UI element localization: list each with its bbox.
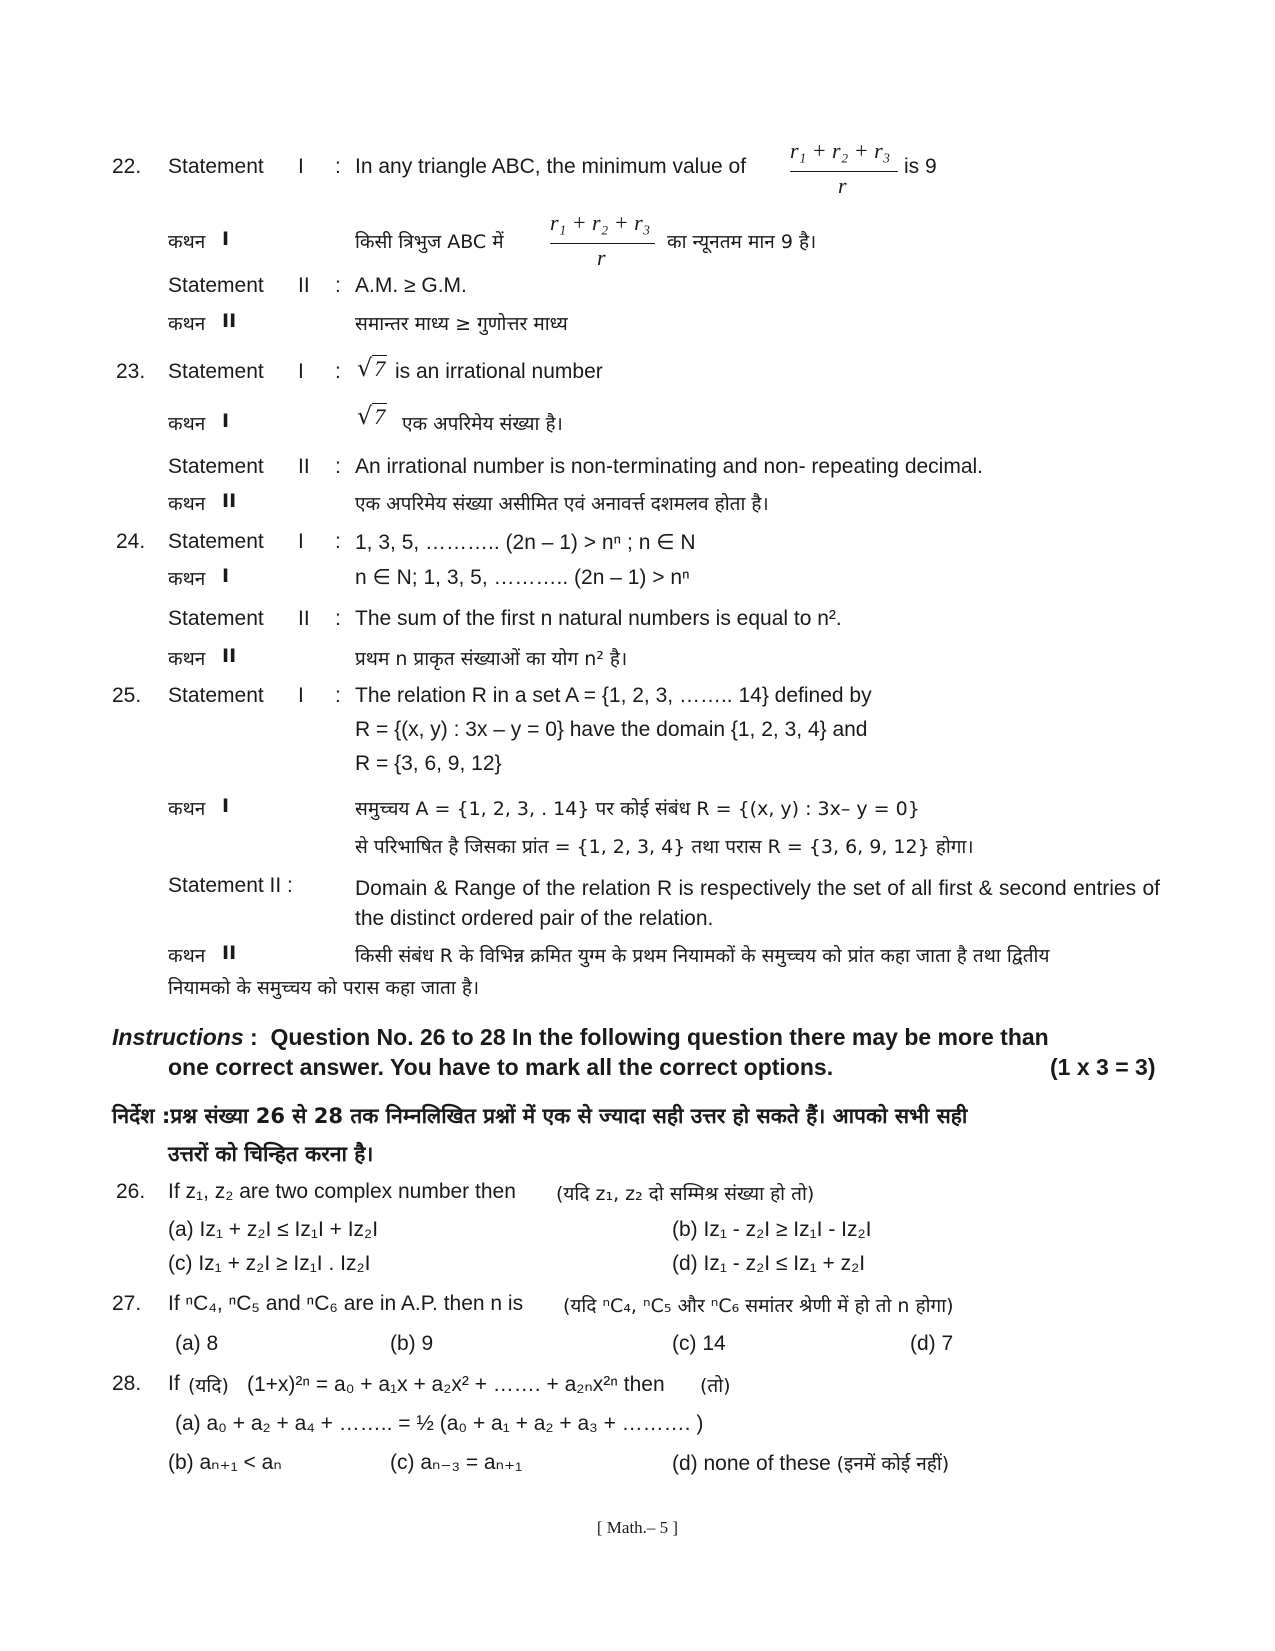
statement-roman: II <box>298 274 310 297</box>
q28-option-d[interactable] <box>672 1450 949 1476</box>
kathan-text: समान्तर माध्य ≥ गुणोत्तर माध्य <box>355 313 568 335</box>
radicand: 7 <box>374 356 386 381</box>
q25-kathan-2-text-cont: नियामको के समुच्चय को परास कहा जाता है। <box>168 977 480 999</box>
kathan-roman: II <box>222 310 237 332</box>
colon: : <box>335 360 341 383</box>
kathan-label: कथन <box>168 313 206 335</box>
q26-option-c[interactable]: (c) Iz₁ + z₂I ≥ Iz₁I . Iz₂I <box>168 1252 371 1275</box>
kathan-label: कथन <box>168 568 206 590</box>
statement-label: Statement <box>168 455 264 478</box>
statement-roman: I <box>298 360 304 383</box>
fraction-numerator: r₁ + r₂ + r₃ <box>790 138 891 163</box>
q27-option-d[interactable]: (d) 7 <box>910 1332 954 1355</box>
question-text-hindi-1: (यदि) <box>188 1375 229 1397</box>
question-number: 24. <box>116 530 146 553</box>
q28-option-a[interactable]: (a) a₀ + a₂ + a₄ + …….. = ½ (a₀ + a₁ + a₂ + a₃ + ………. ) <box>175 1412 704 1435</box>
question-text: If z₁, z₂ are two complex number then <box>168 1180 516 1203</box>
instructions-hindi-line1: निर्देश :प्रश्न संख्या 26 से 28 तक निम्नलिखित प्रश्नों में एक से ज्यादा सही उत्तर हो सकते हैं। आपको सभी सही <box>112 1104 968 1128</box>
q26-option-b[interactable]: (b) Iz₁ - z₂I ≥ Iz₁I - Iz₂I <box>672 1218 872 1241</box>
statement-label: Statement <box>168 155 264 178</box>
statement-text: An irrational number is non-terminating and non- repeating decimal. <box>355 455 984 478</box>
question-number: 23. <box>116 360 146 383</box>
instructions-marks: (1 x 3 = 3) <box>1050 1054 1156 1080</box>
kathan-roman: I <box>222 565 230 587</box>
question-text-hindi-2: (तो) <box>700 1375 731 1397</box>
kathan-roman: I <box>222 228 230 250</box>
question-number: 28. <box>112 1372 142 1395</box>
fraction-bar <box>550 243 655 244</box>
colon: : <box>335 155 341 178</box>
statement-label: Statement <box>168 684 264 707</box>
statement-text: The sum of the first n natural numbers is equal to n². <box>355 607 842 630</box>
statement-roman: I <box>298 684 304 707</box>
page-footer: [ Math.– 5 ] <box>596 1518 679 1537</box>
sqrt-7: √7 <box>357 402 386 430</box>
question-text-hindi: (यदि z₁, z₂ दो सम्मिश्र संख्या हो तो) <box>556 1183 815 1205</box>
statement-label: Statement <box>168 530 264 553</box>
instructions-line2: one correct answer. You have to mark all the correct options. <box>168 1054 834 1080</box>
statement-text: In any triangle ABC, the minimum value of <box>355 155 747 178</box>
option-text: (d) none of these <box>672 1452 831 1475</box>
radicand: 7 <box>374 404 386 429</box>
colon: : <box>335 274 341 297</box>
statement-text: 1, 3, 5, ……….. (2n – 1) > nⁿ ; n ∈ N <box>355 531 696 554</box>
question-number: 26. <box>116 1180 146 1203</box>
kathan-label: कथन <box>168 493 206 515</box>
q27-option-a[interactable]: (a) 8 <box>175 1332 219 1355</box>
kathan-text: एक अपरिमेय संख्या है। <box>402 413 563 435</box>
fraction-denominator: r <box>838 173 847 198</box>
kathan-text-tail: का न्यूनतम मान 9 है। <box>667 231 817 253</box>
kathan-text: n ∈ N; 1, 3, 5, ……….. (2n – 1) > nⁿ <box>355 566 690 589</box>
q25-statement-text-line3: R = {3, 6, 9, 12} <box>355 752 502 775</box>
q28-option-c[interactable]: (c) aₙ₋₃ = aₙ₊₁ <box>390 1451 523 1474</box>
fraction-denominator: r <box>597 245 606 270</box>
kathan-roman: I <box>222 795 230 817</box>
q28-option-b[interactable]: (b) aₙ₊₁ < aₙ <box>168 1451 282 1474</box>
statement-roman: II <box>298 455 310 478</box>
q26-option-a[interactable]: (a) Iz₁ + z₂I ≤ Iz₁I + Iz₂I <box>168 1218 379 1241</box>
q25-statement-text-line2: R = {(x, y) : 3x – y = 0} have the domain {1, 2, 3, 4} and <box>355 718 868 741</box>
kathan-roman: II <box>222 490 237 512</box>
instructions-label: Instructions <box>112 1024 244 1050</box>
colon: : <box>335 607 341 630</box>
kathan-label: कथन <box>168 945 206 967</box>
question-text: If ⁿC₄, ⁿC₅ and ⁿC₆ are in A.P. then n is <box>168 1292 524 1315</box>
q22-statement-tail: is 9 <box>904 155 937 178</box>
colon: : <box>335 455 341 478</box>
colon: : <box>335 684 341 707</box>
kathan-label: कथन <box>168 648 206 670</box>
statement-label: Statement <box>168 360 264 383</box>
instructions-line1 <box>112 1024 1049 1051</box>
q26-option-d[interactable]: (d) Iz₁ - z₂I ≤ Iz₁ + z₂I <box>672 1252 866 1275</box>
kathan-label: कथन <box>168 798 206 820</box>
question-text-math: (1+x)²ⁿ = a₀ + a₁x + a₂x² + ……. + a₂ₙx²ⁿ then <box>247 1373 665 1396</box>
statement-text: A.M. ≥ G.M. <box>355 274 467 297</box>
question-text-prefix: If <box>168 1372 180 1395</box>
colon: : <box>335 530 341 553</box>
kathan-text: किसी संबंध R के विभिन्न क्रमित युग्म के प्रथम नियामकों के समुच्चय को प्रांत कहा जाता है तथा द्वितीय <box>355 945 1050 967</box>
kathan-roman: II <box>222 645 237 667</box>
q27-option-b[interactable]: (b) 9 <box>390 1332 434 1355</box>
q25-statement-2-text: Domain & Range of the relation R is respectively the set of all first & second entries of the distinct ordered pair of the relation. <box>355 877 1160 930</box>
instructions-hindi-line2: उत्तरों को चिन्हित करना है। <box>168 1142 374 1166</box>
fraction-bar <box>790 171 898 172</box>
statement-text-line1: The relation R in a set A = {1, 2, 3, …….. 14} defined by <box>355 684 872 707</box>
kathan-text: किसी त्रिभुज ABC में <box>355 231 504 253</box>
q25-kathan-text-line2: से परिभाषित है जिसका प्रांत = {1, 2, 3, 4} तथा परास R = {3, 6, 9, 12} होगा। <box>355 836 974 858</box>
kathan-label: कथन <box>168 231 206 253</box>
question-number: 25. <box>112 684 142 707</box>
statement-label: Statement <box>168 274 264 297</box>
statement-roman: I <box>298 155 304 178</box>
question-number: 27. <box>112 1292 142 1315</box>
kathan-label: कथन <box>168 413 206 435</box>
kathan-roman: II <box>222 942 237 964</box>
sqrt-7: √7 <box>357 354 386 382</box>
instructions-colon: : <box>243 1024 271 1050</box>
kathan-roman: I <box>222 410 230 432</box>
question-number: 22. <box>112 155 142 178</box>
statement-roman: II <box>298 607 310 630</box>
option-text-hindi: (इनमें कोई नहीं) <box>836 1453 950 1475</box>
kathan-text: प्रथम n प्राकृत संख्याओं का योग n² है। <box>355 648 628 670</box>
q25-statement-2-label: Statement II : <box>168 874 293 897</box>
statement-label: Statement <box>168 607 264 630</box>
kathan-text-line1: समुच्चय A = {1, 2, 3, . 14} पर कोई संबंध R = {(x, y) : 3x– y = 0} <box>355 798 920 820</box>
instructions-text: Question No. 26 to 28 In the following question there may be more than <box>270 1024 1049 1050</box>
fraction-numerator: r₁ + r₂ + r₃ <box>550 210 651 235</box>
q27-option-c[interactable]: (c) 14 <box>672 1332 726 1355</box>
kathan-text: एक अपरिमेय संख्या असीमित एवं अनावर्त्त दशमलव होता है। <box>355 493 769 515</box>
statement-roman: I <box>298 530 304 553</box>
question-text-hindi: (यदि ⁿC₄, ⁿC₅ और ⁿC₆ समांतर श्रेणी में हो तो n होगा) <box>563 1295 954 1317</box>
statement-text: is an irrational number <box>395 360 603 383</box>
